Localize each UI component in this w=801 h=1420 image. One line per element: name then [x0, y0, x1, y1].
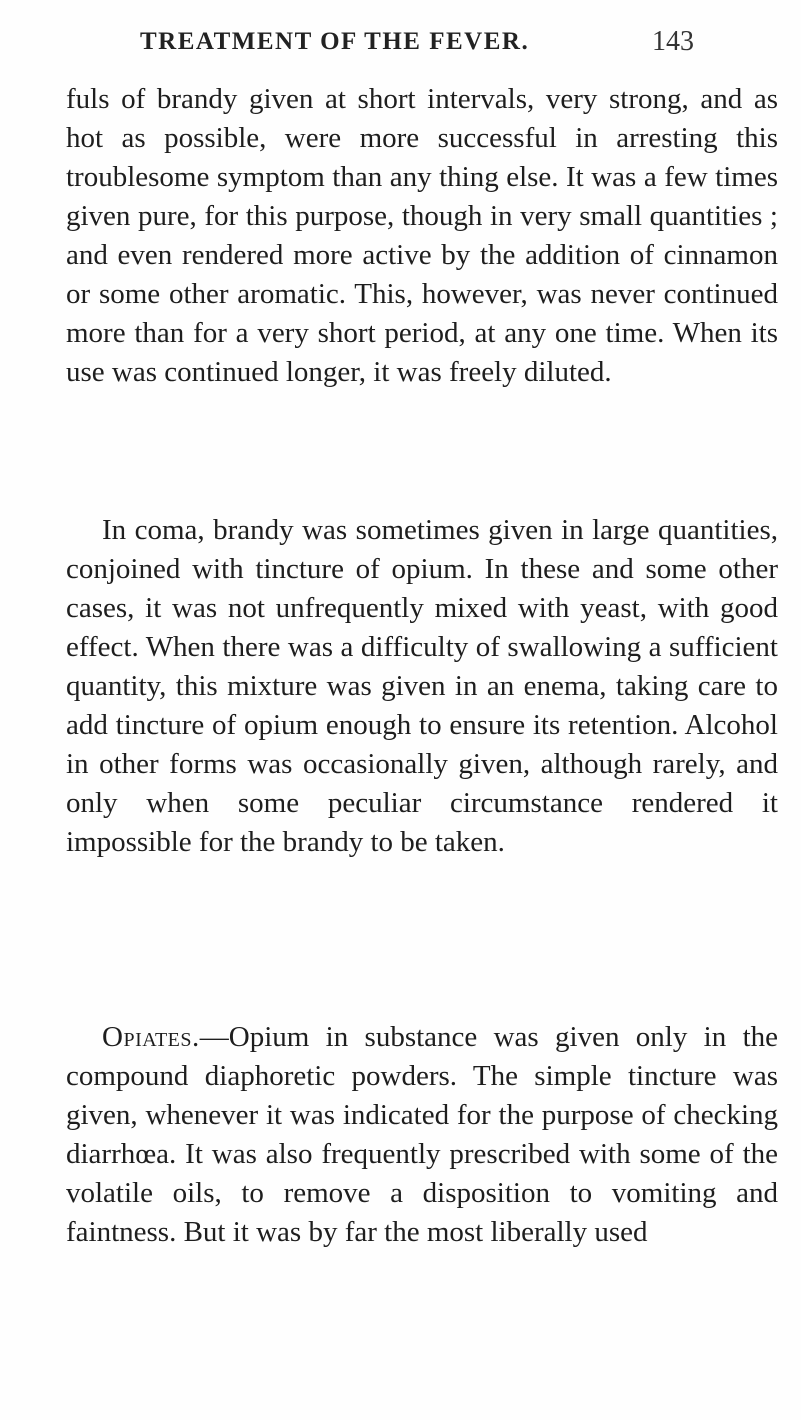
- paragraph-coma: [66, 511, 778, 862]
- section-heading-opiates: Opiates.: [102, 1021, 200, 1053]
- paragraph-opiates: [66, 1018, 778, 1252]
- paragraph-text: —Opium in substance was given only in the compound diaphoretic powders. The simple tincture was given, whenever it was indicated for the purpose of checking diarrhœa. It was also frequently prescribed with some of the volatile oils, to remove a disposition to vomiting and faintness. But it was by far the most liberally used: [66, 1021, 778, 1248]
- page-number: 143: [652, 26, 694, 57]
- paragraph-text: fuls of brandy given at short intervals, very strong, and as hot as possible, were more successful in arresting this troublesome symptom than any thing else. It was a few times given pure, for this purpose, though in very small quantities ; and even rendered more active by the addition of cinnamon or some other aromatic. This, however, was never continued more than for a very short period, at any one time. When its use was continued longer, it was freely diluted.: [66, 83, 778, 388]
- paragraph-brandy-continued: [66, 80, 778, 392]
- paragraph-text: In coma, brandy was sometimes given in large quantities, conjoined with tincture of opium. In these and some other cases, it was not unfrequently mixed with yeast, with good effect. When there was a difficulty of swallowing a sufficient quantity, this mixture was given in an enema, taking care to add tincture of opium enough to ensure its retention. Alcohol in other forms was occasionally given, although rarely, and only when some peculiar circumstance rendered it impossible for the brandy to be taken.: [66, 514, 778, 858]
- running-head: TREATMENT OF THE FEVER.: [140, 28, 530, 55]
